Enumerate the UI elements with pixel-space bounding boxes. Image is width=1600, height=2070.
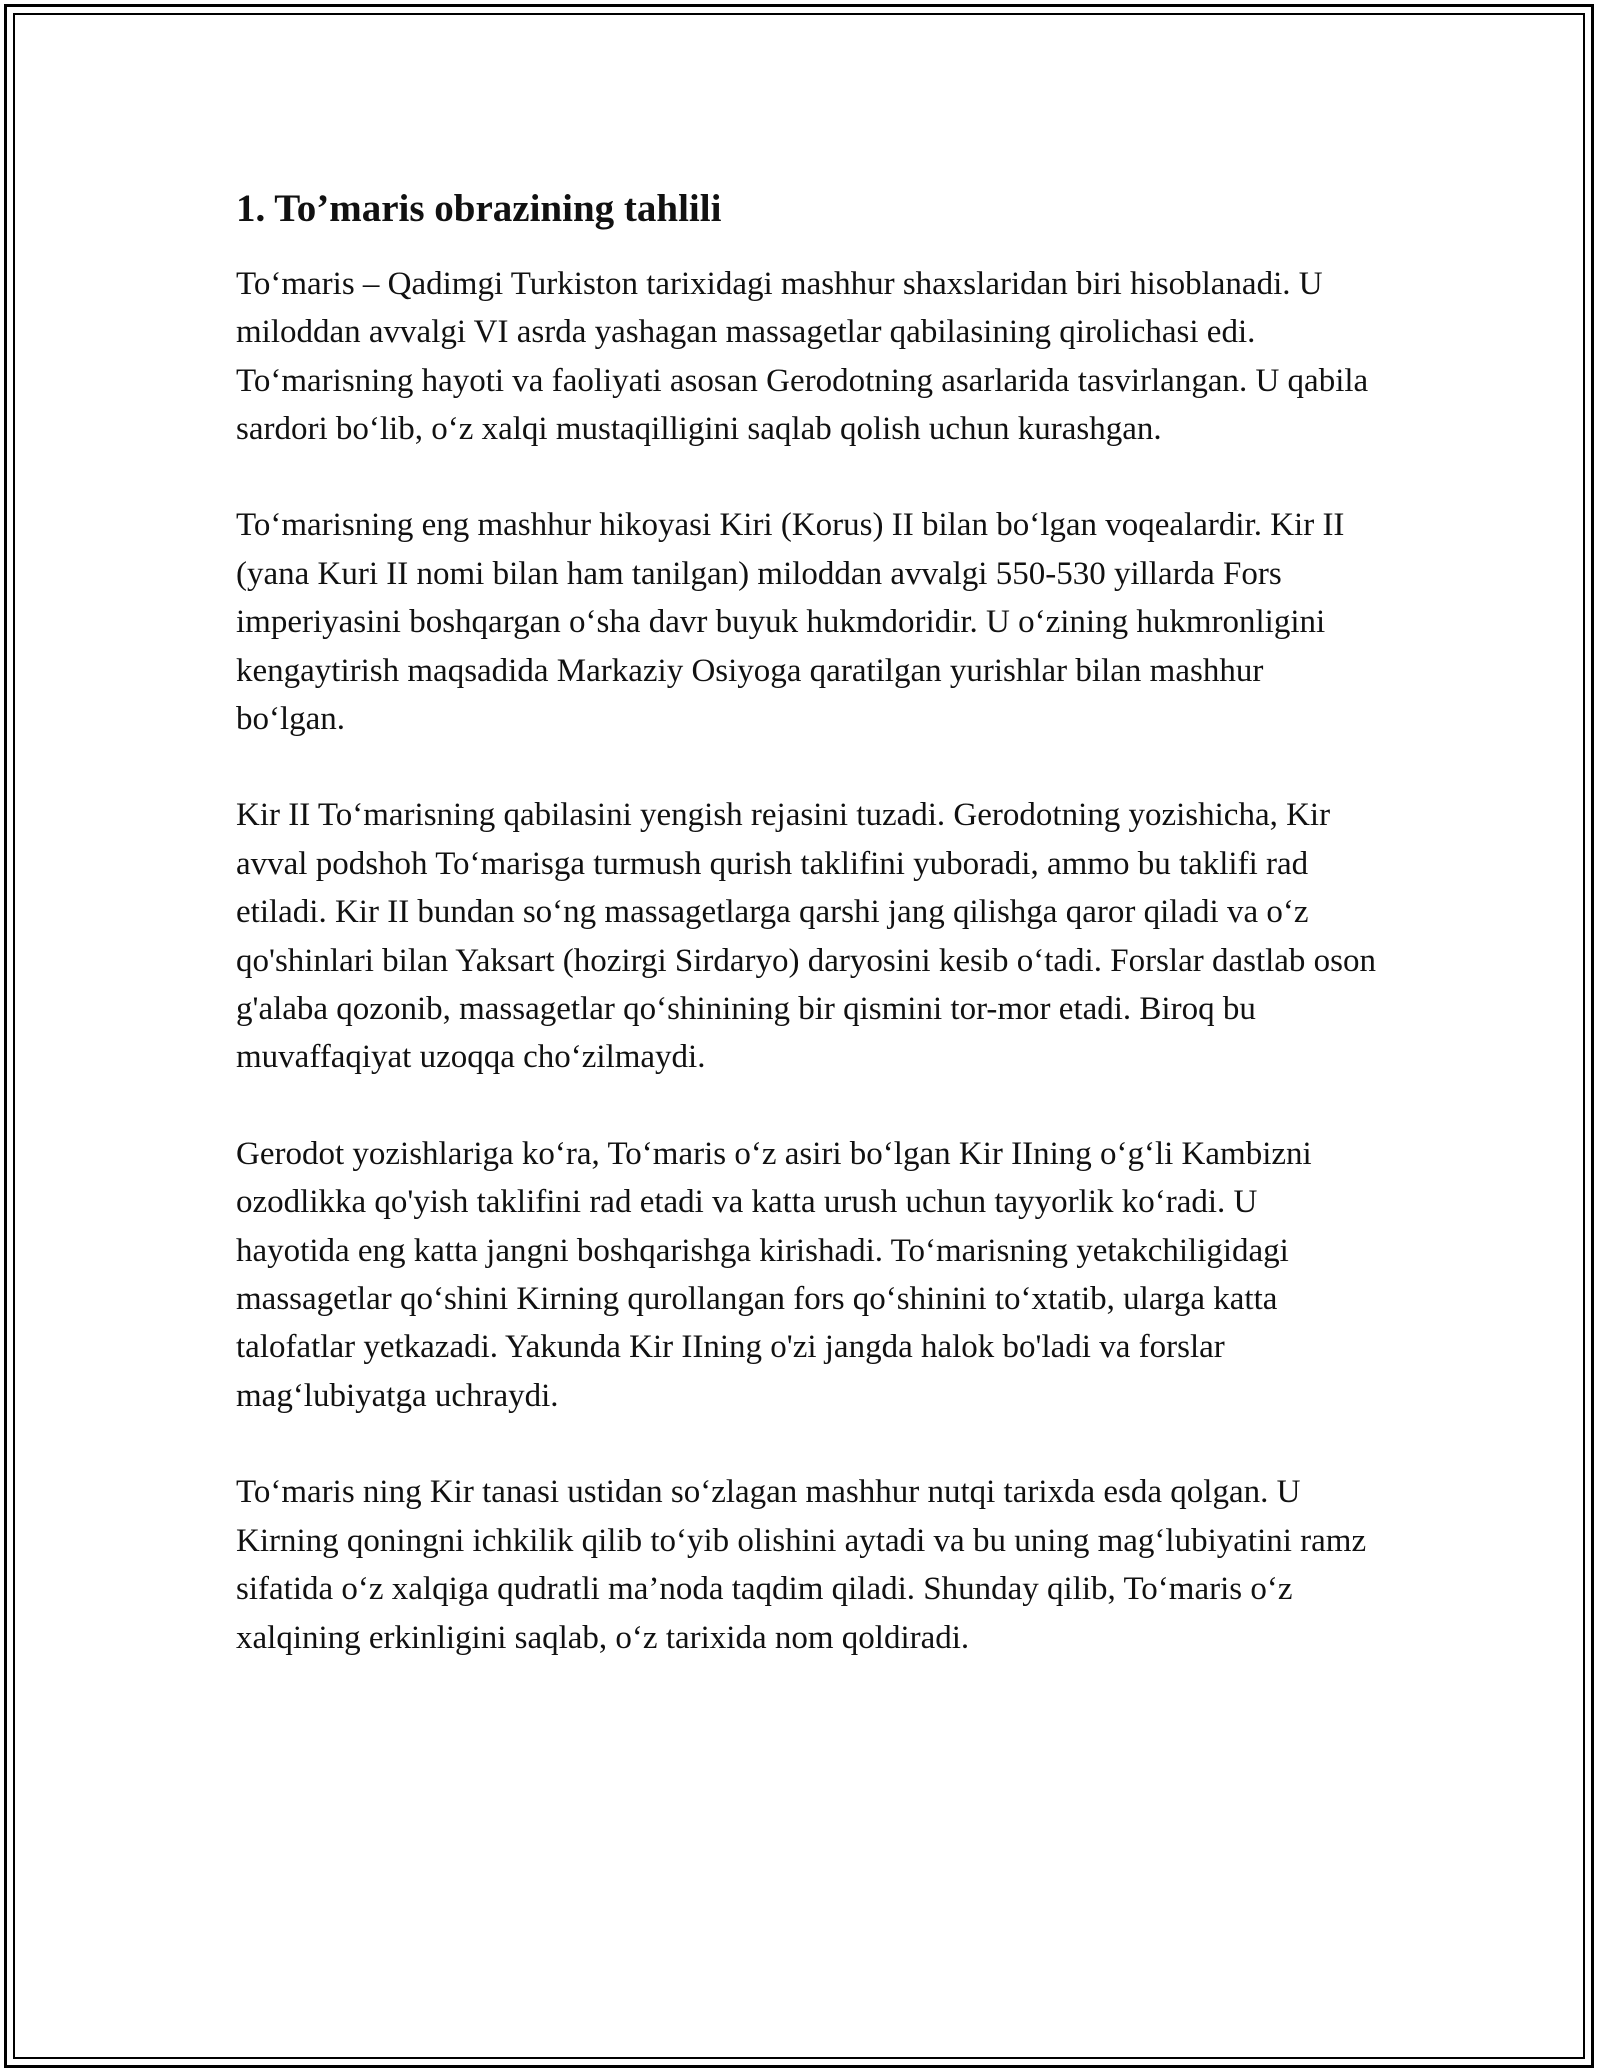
document-body xyxy=(236,185,1376,1710)
paragraph-3: Kir II To‘marisning qabilasini yengish rejasini tuzadi. Gerodotning yozishicha, Kir avval podshoh To‘marisga turmush qurish taklifini yuboradi, ammo bu taklifi rad etiladi. Kir II bundan so‘ng massagetlarga qarshi jang qilishga qaror qiladi va o‘z qo'shinlari bilan Yaksart (hozirgi Sirdaryo) daryosini kesib o‘tadi. Forslar dastlab oson g'alaba qozonib, massagetlar qo‘shinining bir qismini tor-mor etadi. Biroq bu muvaffaqiyat uzoqqa cho‘zilmaydi. xyxy=(236,797,1377,1076)
section-title: 1. To’maris obrazining tahlili xyxy=(236,187,722,230)
paragraph-4: Gerodot yozishlariga ko‘ra, To‘maris o‘z asiri bo‘lgan Kir IIning o‘g‘li Kambizni ozodlikka qo'yish taklifini rad etadi va katta urush uchun tayyorlik ko‘radi. U hayotida eng katta jangni boshqarishga kirishadi. To‘marisning yetakchiligidagi massagetlar qo‘shini Kirning qurollangan fors qo‘shinini to‘xtatib, ularga katta talofatlar yetkazadi. Yakunda Kir IIning o'zi jangda halok bo'ladi va forslar mag‘lubiyatga uchraydi. xyxy=(236,1135,1312,1414)
paragraph-2: To‘marisning eng mashhur hikoyasi Kiri (Korus) II bilan bo‘lgan voqealardir. Kir II (yana Kuri II nomi bilan ham tanilgan) miloddan avvalgi 550-530 yillarda Fors imperiyasini boshqargan o‘sha davr buyuk hukmdoridir. U o‘zining hukmronligini kengaytirish maqsadida Markaziy Osiyoga qaratilgan yurishlar bilan mashhur bo‘lgan. xyxy=(236,507,1345,737)
paragraph-1: To‘maris – Qadimgi Turkiston tarixidagi mashhur shaxslaridan biri hisoblanadi. U miloddan avvalgi VI asrda yashagan massagetlar qabilasining qirolichasi edi. To‘marisning hayoti va faoliyati asosan Gerodotning asarlarida tasvirlangan. U qabila sardori bo‘lib, o‘z xalqi mustaqilligini saqlab qolish uchun kurashgan. xyxy=(236,265,1369,447)
paragraph-5: To‘maris ning Kir tanasi ustidan so‘zlagan mashhur nutqi tarixda esda qolgan. U Kirning qoningni ichkilik qilib to‘yib olishini aytadi va bu uning mag‘lubiyatini ramz sifatida o‘z xalqiga qudratli ma’noda taqdim qiladi. Shunday qilib, To‘maris o‘z xalqining erkinligini saqlab, o‘z tarixida nom qoldiradi. xyxy=(236,1474,1367,1656)
